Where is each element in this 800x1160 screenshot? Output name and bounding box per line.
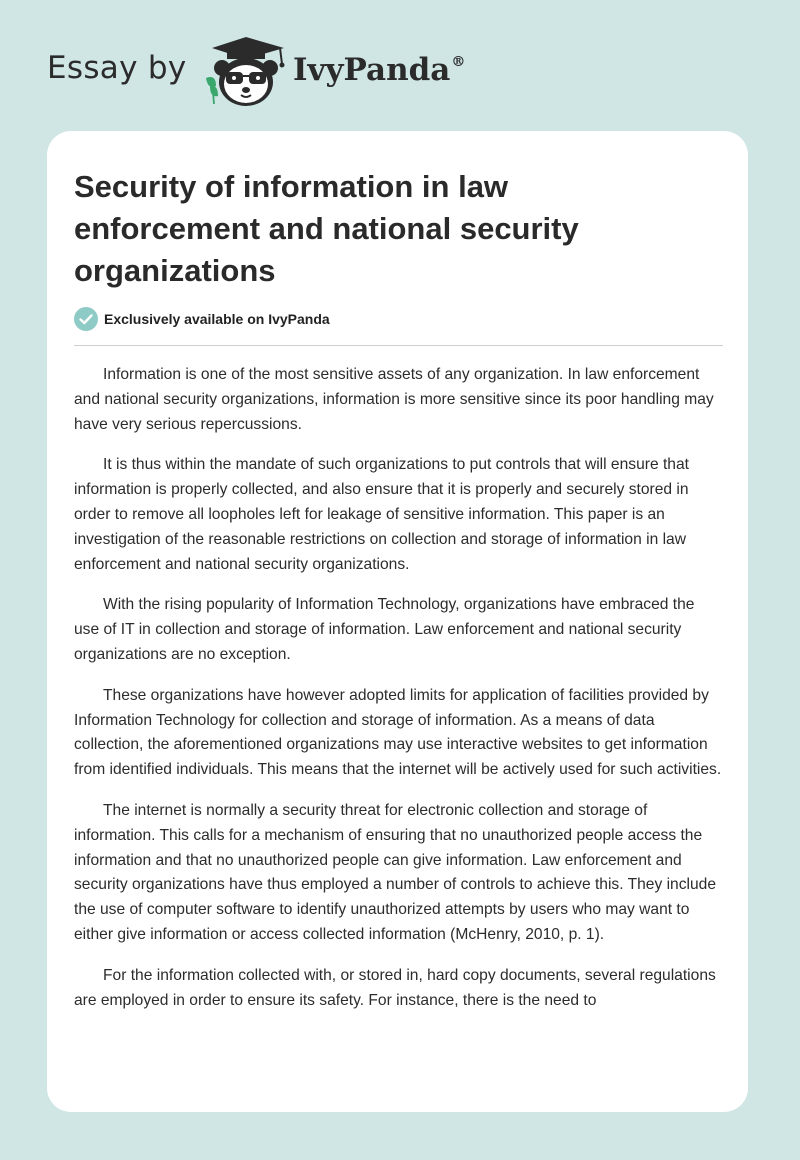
essay-body [74,363,723,1029]
panda-logo-icon[interactable] [200,34,292,108]
registered-mark: ® [451,54,466,70]
paragraph: For the information collected with, or stored in, hard copy documents, several regulations are employed in order to ensure its safety. For instance, there is the need to [74,966,716,1009]
page-title: Security of information in law enforcement and national security organizations [74,169,579,288]
site-header [0,0,800,120]
brand-name[interactable] [293,52,465,88]
paragraph: Information is one of the most sensitive assets of any organization. In law enforcement and national security organizations, information is more sensitive since its poor handling may have very serious repercussions. [74,366,714,433]
essay-by-label: Essay by [47,50,187,86]
divider [74,345,723,346]
exclusive-badge-label: Exclusively available on IvyPanda [104,311,330,327]
paragraph: It is thus within the mandate of such organizations to put controls that will ensure that information is properly collected, and also ensure that it is properly and securely stored in order to remove all loopholes left for leakage of sensitive information. This paper is an investigation of the reasonable restrictions on collection and storage of information in law enforcement and national security organizations. [74,456,689,573]
brand-name-text: IvyPanda [293,52,451,88]
paragraph: The internet is normally a security threat for electronic collection and storage of information. This calls for a mechanism of ensuring that no unauthorized people access the information and that no unauthorized people can give information. Law enforcement and security organizations have thus employed a number of controls to achieve this. They include the use of computer software to identify unauthorized attempts by users who may want to either give information or access collected information (McHenry, 2010, p. 1). [74,801,717,943]
paragraph: These organizations have however adopted limits for application of facilities provided by Information Technology for collection and storage of information. As a means of data collection, the aforementioned organizations may use interactive websites to get information from identified individuals. This means that the internet will be actively used for such activities. [74,686,722,779]
check-circle-icon [74,307,98,331]
paragraph: With the rising popularity of Information Technology, organizations have embraced the use of IT in collection and storage of information. Law enforcement and national security organizations are no exception. [74,596,695,663]
essay-card [47,131,748,1112]
exclusive-badge [74,306,330,332]
